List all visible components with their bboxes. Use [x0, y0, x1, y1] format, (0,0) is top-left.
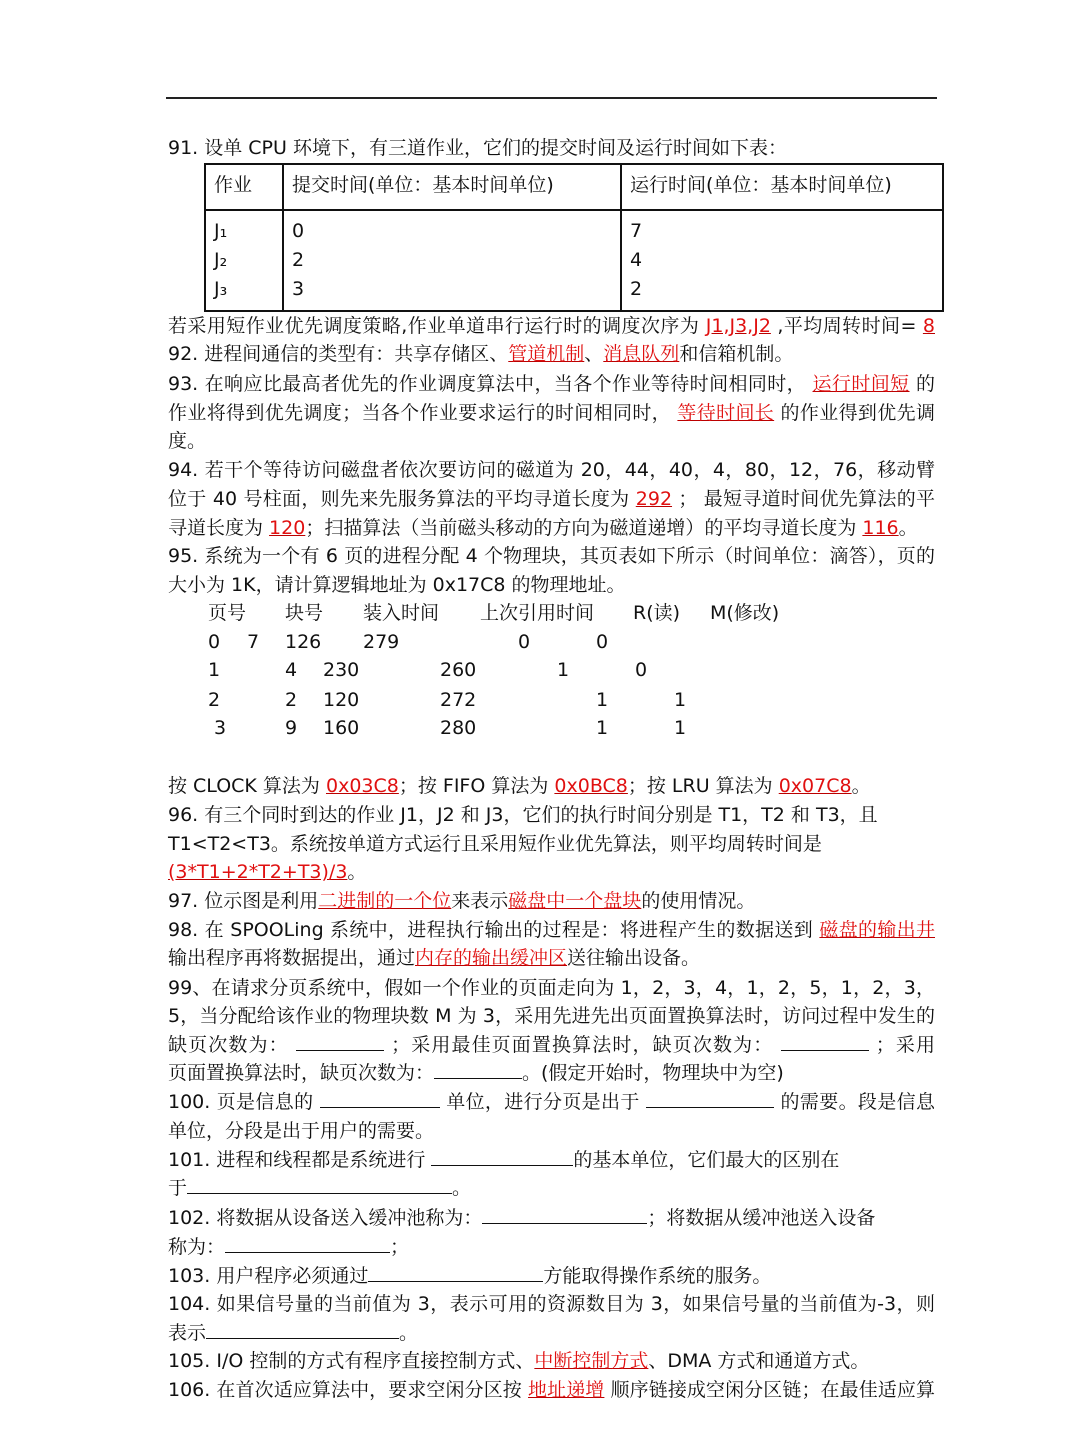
page-table-cell: 0 — [635, 659, 648, 681]
answer-blank — [781, 1032, 869, 1051]
answer-text: 运行时间短 — [812, 373, 910, 395]
answer-blank — [368, 1263, 543, 1282]
page-table-cell: 272 — [440, 689, 477, 711]
page-table-header: M(修改) — [710, 602, 780, 624]
question-text: 顺序链接成空闲分区链；在最佳适应算 — [610, 1379, 935, 1401]
question-text: 方能取得操作系统的服务。 — [543, 1265, 772, 1287]
text-line — [168, 1347, 935, 1375]
question-text: 103. 用户程序必须通过 — [168, 1265, 369, 1287]
question-text: 称为： — [168, 1236, 226, 1258]
header-run-time: 运行时间(单位：基本时间单位) — [621, 164, 943, 210]
question-text: 的基本单位，它们最大的区别在 — [573, 1149, 840, 1171]
text-line — [168, 456, 935, 484]
text-line — [168, 485, 935, 513]
question-text: 缺页次数为： — [168, 1034, 289, 1056]
page-table-cell: 1 — [596, 717, 609, 739]
page-table-cell: 9 — [285, 717, 298, 739]
answer-text: 内存的输出缓冲区 — [415, 947, 568, 969]
question-text: 99、在请求分页系统中，假如一个作业的页面走向为 1，2，3，4，1，2，5，1，2，3， — [168, 977, 935, 999]
answer-blank — [187, 1175, 452, 1194]
text-line — [168, 801, 935, 829]
answer-text: 0x03C8 — [325, 775, 399, 797]
text-line — [168, 370, 935, 398]
text-line — [168, 1290, 935, 1318]
job-name: J₁ — [214, 220, 228, 242]
question-text: 按 CLOCK 算法为 — [168, 775, 326, 797]
answer-blank — [431, 1147, 573, 1166]
page-table-cell: 3 — [214, 717, 227, 739]
question-text: 的需要。段是信息 — [780, 1091, 935, 1113]
submit-time: 0 — [292, 220, 305, 242]
answer-text: 消息队列 — [603, 343, 680, 365]
page-table-cell: 1 — [674, 717, 687, 739]
answer-blank — [206, 1320, 399, 1339]
question-text: ；将数据从缓冲池送入设备 — [647, 1207, 876, 1229]
question-text: 来表示 — [451, 890, 509, 912]
question-text: 输出程序再将数据提出，通过 — [168, 947, 416, 969]
question-text: ；扫描算法（当前磁头移动的方向为磁道递增）的平均寻道长度为 — [305, 517, 863, 539]
text-line — [168, 830, 935, 858]
answer-blank — [296, 1032, 384, 1051]
page-table-cell: 1 — [596, 689, 609, 711]
question-text: 的使用情况。 — [641, 890, 756, 912]
header-job: 作业 — [205, 164, 283, 210]
question-text: 单位，进行分页是出于 — [446, 1091, 640, 1113]
text-line — [168, 858, 935, 886]
question-text: 92. 进程间通信的类型有：共享存储区、 — [168, 343, 509, 365]
question-text: ； — [390, 1236, 410, 1258]
answer-text: (3*T1+2*T2+T3)/3 — [168, 861, 348, 883]
page-table-cell: 126 — [285, 631, 322, 653]
text-line — [168, 1117, 935, 1145]
answer-text: 0x07C8 — [778, 775, 852, 797]
header-rule — [166, 97, 937, 99]
question-text: ；采用最佳页面置换算法时，缺页次数为： — [391, 1034, 774, 1056]
question-text: 的作业得到优先调 — [780, 402, 935, 424]
text-line — [168, 134, 935, 162]
page-table-cell: 0 — [596, 631, 609, 653]
question-text: 若采用短作业优先调度策略,作业单道串行运行时的调度次序为 — [168, 315, 706, 337]
question-text: 102. 将数据从设备送入缓冲池称为： — [168, 1207, 483, 1229]
page-table-cell: 279 — [363, 631, 400, 653]
question-text: ；按 LRU 算法为 — [627, 775, 779, 797]
question-text: ；按 FIFO 算法为 — [398, 775, 555, 797]
question-text: 93. 在响应比最高者优先的作业调度算法中，当各个作业等待时间相同时， — [168, 373, 807, 395]
text-line — [168, 427, 935, 455]
answer-text: J1,J3,J2 — [705, 315, 771, 337]
text-line — [168, 916, 935, 944]
text-line — [168, 340, 935, 368]
question-text: 97. 位示图是利用 — [168, 890, 319, 912]
text-line — [168, 571, 935, 599]
page-table-cell: 4 — [285, 659, 298, 681]
text-line — [168, 1088, 935, 1116]
question-text: 91. 设单 CPU 环境下，有三道作业，它们的提交时间及运行时间如下表： — [168, 137, 787, 159]
page-table-header: 块号 — [285, 602, 324, 624]
question-text: 、DMA 方式和通道方式。 — [648, 1350, 870, 1372]
question-text: 作业将得到优先调度；当各个作业要求运行的时间相同时， — [168, 402, 672, 424]
question-text: 送往输出设备。 — [567, 947, 701, 969]
answer-text: 120 — [269, 517, 306, 539]
question-text: 、 — [584, 343, 604, 365]
run-times — [621, 210, 943, 311]
question-text: 。 — [851, 775, 871, 797]
text-line — [168, 1002, 935, 1030]
question-text: 。 — [898, 517, 918, 539]
answer-text: 116 — [862, 517, 899, 539]
page-table-header: 页号 — [208, 602, 247, 624]
text-line — [168, 542, 935, 570]
job-name: J₃ — [214, 278, 228, 300]
text-line — [168, 974, 935, 1002]
page-table-header: 上次引用时间 — [480, 602, 595, 624]
text-line — [168, 1174, 935, 1202]
answer-text: 磁盘的输出井 — [819, 919, 935, 941]
question-text: 5，当分配给该作业的物理块数 M 为 3，采用先进先出页面置换算法时，访问过程中发生的 — [168, 1005, 935, 1027]
answer-text: 8 — [922, 315, 935, 337]
submit-time: 3 — [292, 278, 305, 300]
job-names — [205, 210, 283, 311]
page-table-cell: 1 — [557, 659, 570, 681]
question-text: 98. 在 SPOOLing 系统中，进程执行输出的过程是：将进程产生的数据送到 — [168, 919, 814, 941]
page-table-cell: 1 — [208, 659, 221, 681]
text-line — [168, 887, 935, 915]
question-text: 。 — [399, 1322, 419, 1344]
text-line — [168, 1146, 935, 1174]
question-text: 于 — [168, 1177, 188, 1199]
text-line — [168, 944, 935, 972]
page-table-cell: 2 — [208, 689, 221, 711]
question-text: ；采用 — [875, 1034, 935, 1056]
run-time: 7 — [630, 220, 643, 242]
question-text: 位于 40 号柱面，则先来先服务算法的平均寻道长度为 — [168, 488, 636, 510]
answer-blank — [225, 1234, 390, 1253]
answer-text: 磁盘中一个盘块 — [508, 890, 642, 912]
page-table-cell: 0 — [518, 631, 531, 653]
question-text: 。(假定开始时，物理块中为空) — [522, 1062, 784, 1084]
text-line — [168, 1376, 935, 1404]
question-text: 表示 — [168, 1322, 207, 1344]
question-text: 104. 如果信号量的当前值为 3，表示可用的资源数目为 3，如果信号量的当前值为-3，则 — [168, 1293, 935, 1315]
question-text: 106. 在首次适应算法中，要求空闲分区按 — [168, 1379, 522, 1401]
answer-blank — [646, 1089, 774, 1108]
question-text: 页面置换算法时，缺页次数为： — [168, 1062, 435, 1084]
answer-blank — [482, 1205, 647, 1224]
submit-times — [283, 210, 621, 311]
answer-text: 0x0BC8 — [554, 775, 628, 797]
page-table-cell: 2 — [285, 689, 298, 711]
submit-time: 2 — [292, 249, 305, 271]
page-table-header: R(读) — [633, 602, 681, 624]
text-line — [168, 772, 935, 800]
page-table-cell: 7 — [247, 631, 260, 653]
answer-text: 地址递增 — [528, 1379, 605, 1401]
text-line — [168, 1319, 935, 1347]
question-text: 105. I/O 控制的方式有程序直接控制方式、 — [168, 1350, 535, 1372]
answer-text: 292 — [635, 488, 673, 510]
question-text: 的 — [916, 373, 935, 395]
answer-text: 二进制的一个位 — [318, 890, 452, 912]
question-text: ,平均周转时间= — [777, 315, 917, 337]
question-text: ； 最短寻道时间优先算法的平 — [678, 488, 935, 510]
text-line — [168, 312, 935, 340]
page-table-cell: 230 — [323, 659, 360, 681]
question-text: 100. 页是信息的 — [168, 1091, 314, 1113]
question-text: 95. 系统为一个有 6 页的进程分配 4 个物理块，其页表如下所示（时间单位：滴答），页的 — [168, 545, 935, 567]
page-table-cell: 160 — [323, 717, 360, 739]
page-table-cell: 1 — [674, 689, 687, 711]
header-submit-time: 提交时间(单位：基本时间单位) — [283, 164, 621, 210]
question-text: 大小为 1K，请计算逻辑地址为 0x17C8 的物理地址。 — [168, 574, 626, 596]
text-line — [168, 1031, 935, 1059]
job-name: J₂ — [214, 249, 228, 271]
q91-job-table — [204, 163, 944, 312]
page-table-cell: 260 — [440, 659, 477, 681]
text-line — [168, 399, 935, 427]
answer-text: 管道机制 — [508, 343, 585, 365]
page-table-cell: 280 — [440, 717, 477, 739]
answer-blank — [320, 1089, 440, 1108]
page-table-cell: 0 — [208, 631, 221, 653]
page-table-header: 装入时间 — [363, 602, 440, 624]
run-time: 2 — [630, 278, 643, 300]
text-line — [168, 1059, 935, 1087]
question-text: 单位，分段是出于用户的需要。 — [168, 1120, 435, 1142]
answer-text: 中断控制方式 — [534, 1350, 649, 1372]
run-time: 4 — [630, 249, 643, 271]
page-table-cell: 120 — [323, 689, 360, 711]
question-text: 。 — [347, 861, 367, 883]
text-line — [168, 1233, 935, 1261]
question-text: 101. 进程和线程都是系统进行 — [168, 1149, 432, 1171]
question-text: 96. 有三个同时到达的作业 J1，J2 和 J3，它们的执行时间分别是 T1，T2 和 T3，且 — [168, 804, 878, 826]
text-line — [168, 1204, 935, 1232]
question-text: 94. 若干个等待访问磁盘者依次要访问的磁道为 20，44，40，4，80，12，76，移动臂 — [168, 459, 935, 481]
question-text: 度。 — [168, 430, 207, 452]
text-line — [168, 514, 935, 542]
text-line — [168, 1262, 935, 1290]
question-text: 和信箱机制。 — [679, 343, 794, 365]
answer-blank — [434, 1060, 522, 1079]
question-text: 寻道长度为 — [168, 517, 270, 539]
question-text: T1<T2<T3。系统按单道方式运行且采用短作业优先算法，则平均周转时间是 — [168, 833, 822, 855]
answer-text: 等待时间长 — [677, 402, 775, 424]
question-text: 。 — [452, 1177, 472, 1199]
